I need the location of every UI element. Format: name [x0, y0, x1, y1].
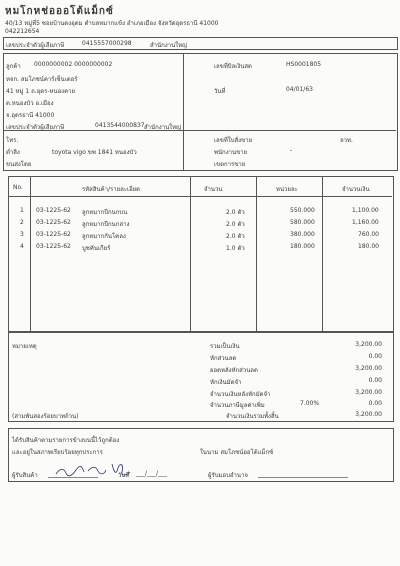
invoice-date: 04/01/63	[286, 86, 313, 93]
deposit-value: 0.00	[368, 377, 382, 384]
table-row-qty: 2.0 ตัว	[226, 209, 245, 216]
table-row-code: 03-1225-62	[36, 231, 71, 238]
col-header-price: หน่วยละ	[276, 186, 298, 193]
authorized-label: ผู้รับมอบอำนาจ	[208, 472, 248, 479]
col-header-amount: จำนวนเงิน	[342, 186, 370, 193]
table-row-price: 580.000	[290, 219, 315, 226]
table-row-code: 03-1225-62	[36, 219, 71, 226]
company-phone: 042212654	[5, 28, 40, 35]
customer-tax-id: 0413544000837	[95, 122, 145, 129]
customer-code-value: 0000000002 0000000002	[34, 61, 113, 68]
company-tax-id: 0415557000298	[82, 40, 132, 47]
table-row-desc: ลูกหมากปีกนกล่าง	[82, 221, 130, 228]
table-row-price: 550.000	[290, 207, 315, 214]
table-row-no: 2	[20, 219, 24, 226]
handwritten-signature	[52, 458, 132, 480]
company-tax-label: เลขประจำตัวผู้เสียภาษี	[6, 42, 65, 49]
after-deposit-label: จำนวนเงินหลังหักมัดจำ	[210, 391, 271, 398]
invoice-salesperson-label: พนักงานขาย	[214, 149, 248, 156]
table-row-no: 4	[20, 243, 24, 250]
table-row-no: 1	[20, 207, 24, 214]
table-row-amount: 180.00	[358, 243, 379, 250]
vat-value: 0.00	[368, 400, 382, 407]
received-text-1: ได้รับสินค้าตามรายการข้างบนนี้ไว้ถูกต้อง	[12, 437, 120, 444]
customer-address-3: จ.อุดรธานี 41000	[6, 112, 55, 119]
after-discount-label: ยอดหลังหักส่วนลด	[210, 367, 258, 374]
col-header-qty: จำนวน	[204, 186, 223, 193]
invoice-salesperson-value: -	[290, 147, 293, 154]
remark-label: หมายเหตุ	[12, 343, 37, 350]
items-table	[8, 176, 394, 333]
company-address: 40/13 หมู่ที่5 ซอยบ้านดงอุดม ตำบลหมากแข้ง อำเภอเมือง จังหวัดอุดรธานี 41000	[5, 20, 219, 27]
customer-phone-label: โทร.	[6, 137, 19, 144]
total-value: 3,200.00	[355, 341, 382, 348]
customer-tax-label: เลขประจำตัวผู้เสียภาษี	[6, 124, 65, 131]
table-row-qty: 2.0 ตัว	[226, 233, 245, 240]
table-row-no: 3	[20, 231, 24, 238]
table-row-qty: 1.0 ตัว	[226, 245, 245, 252]
invoice-ref-label: เลขที่ใบสั่งขาย	[214, 137, 253, 144]
customer-note-label: ต่ำสิง	[6, 149, 20, 156]
table-row-qty: 2.0 ตัว	[226, 221, 245, 228]
vat-rate: 7.00%	[300, 400, 320, 407]
vat-label: จำนวนภาษีมูลค่าเพิ่ม	[210, 402, 265, 409]
table-row-amount: 1,100.00	[352, 207, 379, 214]
received-text-2: และอยู่ในสภาพเรียบร้อยทุกประการ	[12, 449, 103, 456]
discount-value: 0.00	[368, 353, 382, 360]
customer-name: หจก. สมโภชน์คาร์เซ็นเตอร์	[6, 76, 78, 83]
after-discount-value: 3,200.00	[355, 365, 382, 372]
table-row-amount: 760.00	[358, 231, 379, 238]
col-header-no: No.	[13, 184, 23, 191]
customer-vehicle: toyota vigo ขพ 1841 หนองบัว	[52, 149, 137, 156]
receiver-date-label: วันที่	[118, 472, 130, 479]
total-label: รวมเป็นเงิน	[210, 343, 240, 350]
table-row-code: 03-1225-62	[36, 243, 71, 250]
table-row-code: 03-1225-62	[36, 207, 71, 214]
customer-branch: สำนักงานใหญ่	[144, 124, 182, 131]
invoice-date-label: วันที่	[214, 88, 226, 95]
table-row-desc: ลูกหมากกันโคลง	[82, 233, 126, 240]
receiver-label: ผู้รับสินค้า	[12, 472, 38, 479]
company-name: หมโกหช่อออโต้แม็กซ์	[5, 6, 114, 17]
after-deposit-value: 3,200.00	[355, 389, 382, 396]
on-behalf: ในนาม สมโภชน์ออโต้แม็กซ์	[200, 449, 274, 456]
receiver-date-blank: ___/___/___	[136, 470, 168, 477]
company-branch: สำนักงานใหญ่	[150, 42, 188, 49]
discount-label: หักส่วนลด	[210, 355, 237, 362]
table-row-price: 180.000	[290, 243, 315, 250]
table-row-desc: บูชคันเกียร์	[82, 245, 111, 252]
grand-total-value: 3,200.00	[355, 411, 382, 418]
invoice-ref-value: ลวท.	[340, 137, 353, 144]
customer-address-2: ต.หนองบัว อ.เมือง	[6, 100, 54, 107]
grand-total-label: จำนวนเงินรวมทั้งสิ้น	[226, 413, 279, 420]
customer-deliver-label: ขนส่งโดย	[6, 161, 32, 168]
invoice-no-label: เลขที่บิลเงินสด	[214, 63, 252, 70]
invoice-terms-label: เขตการขาย	[214, 161, 246, 168]
table-row-price: 380.000	[290, 231, 315, 238]
customer-address-1: 41 หมู่ 1 ถ.อุดร-หนองคาย	[6, 88, 75, 95]
invoice-no: HS0001805	[286, 61, 322, 68]
customer-code-label: ลูกค้า	[6, 63, 21, 70]
deposit-label: หักเงินมัดจำ	[210, 379, 242, 386]
table-row-desc: ลูกหมากปีกนกบน	[82, 209, 128, 216]
amount-in-words: (สามพันสองร้อยบาทถ้วน)	[12, 413, 79, 420]
col-header-desc: รหัสสินค้า/รายละเอียด	[82, 186, 141, 193]
table-row-amount: 1,160.00	[352, 219, 379, 226]
